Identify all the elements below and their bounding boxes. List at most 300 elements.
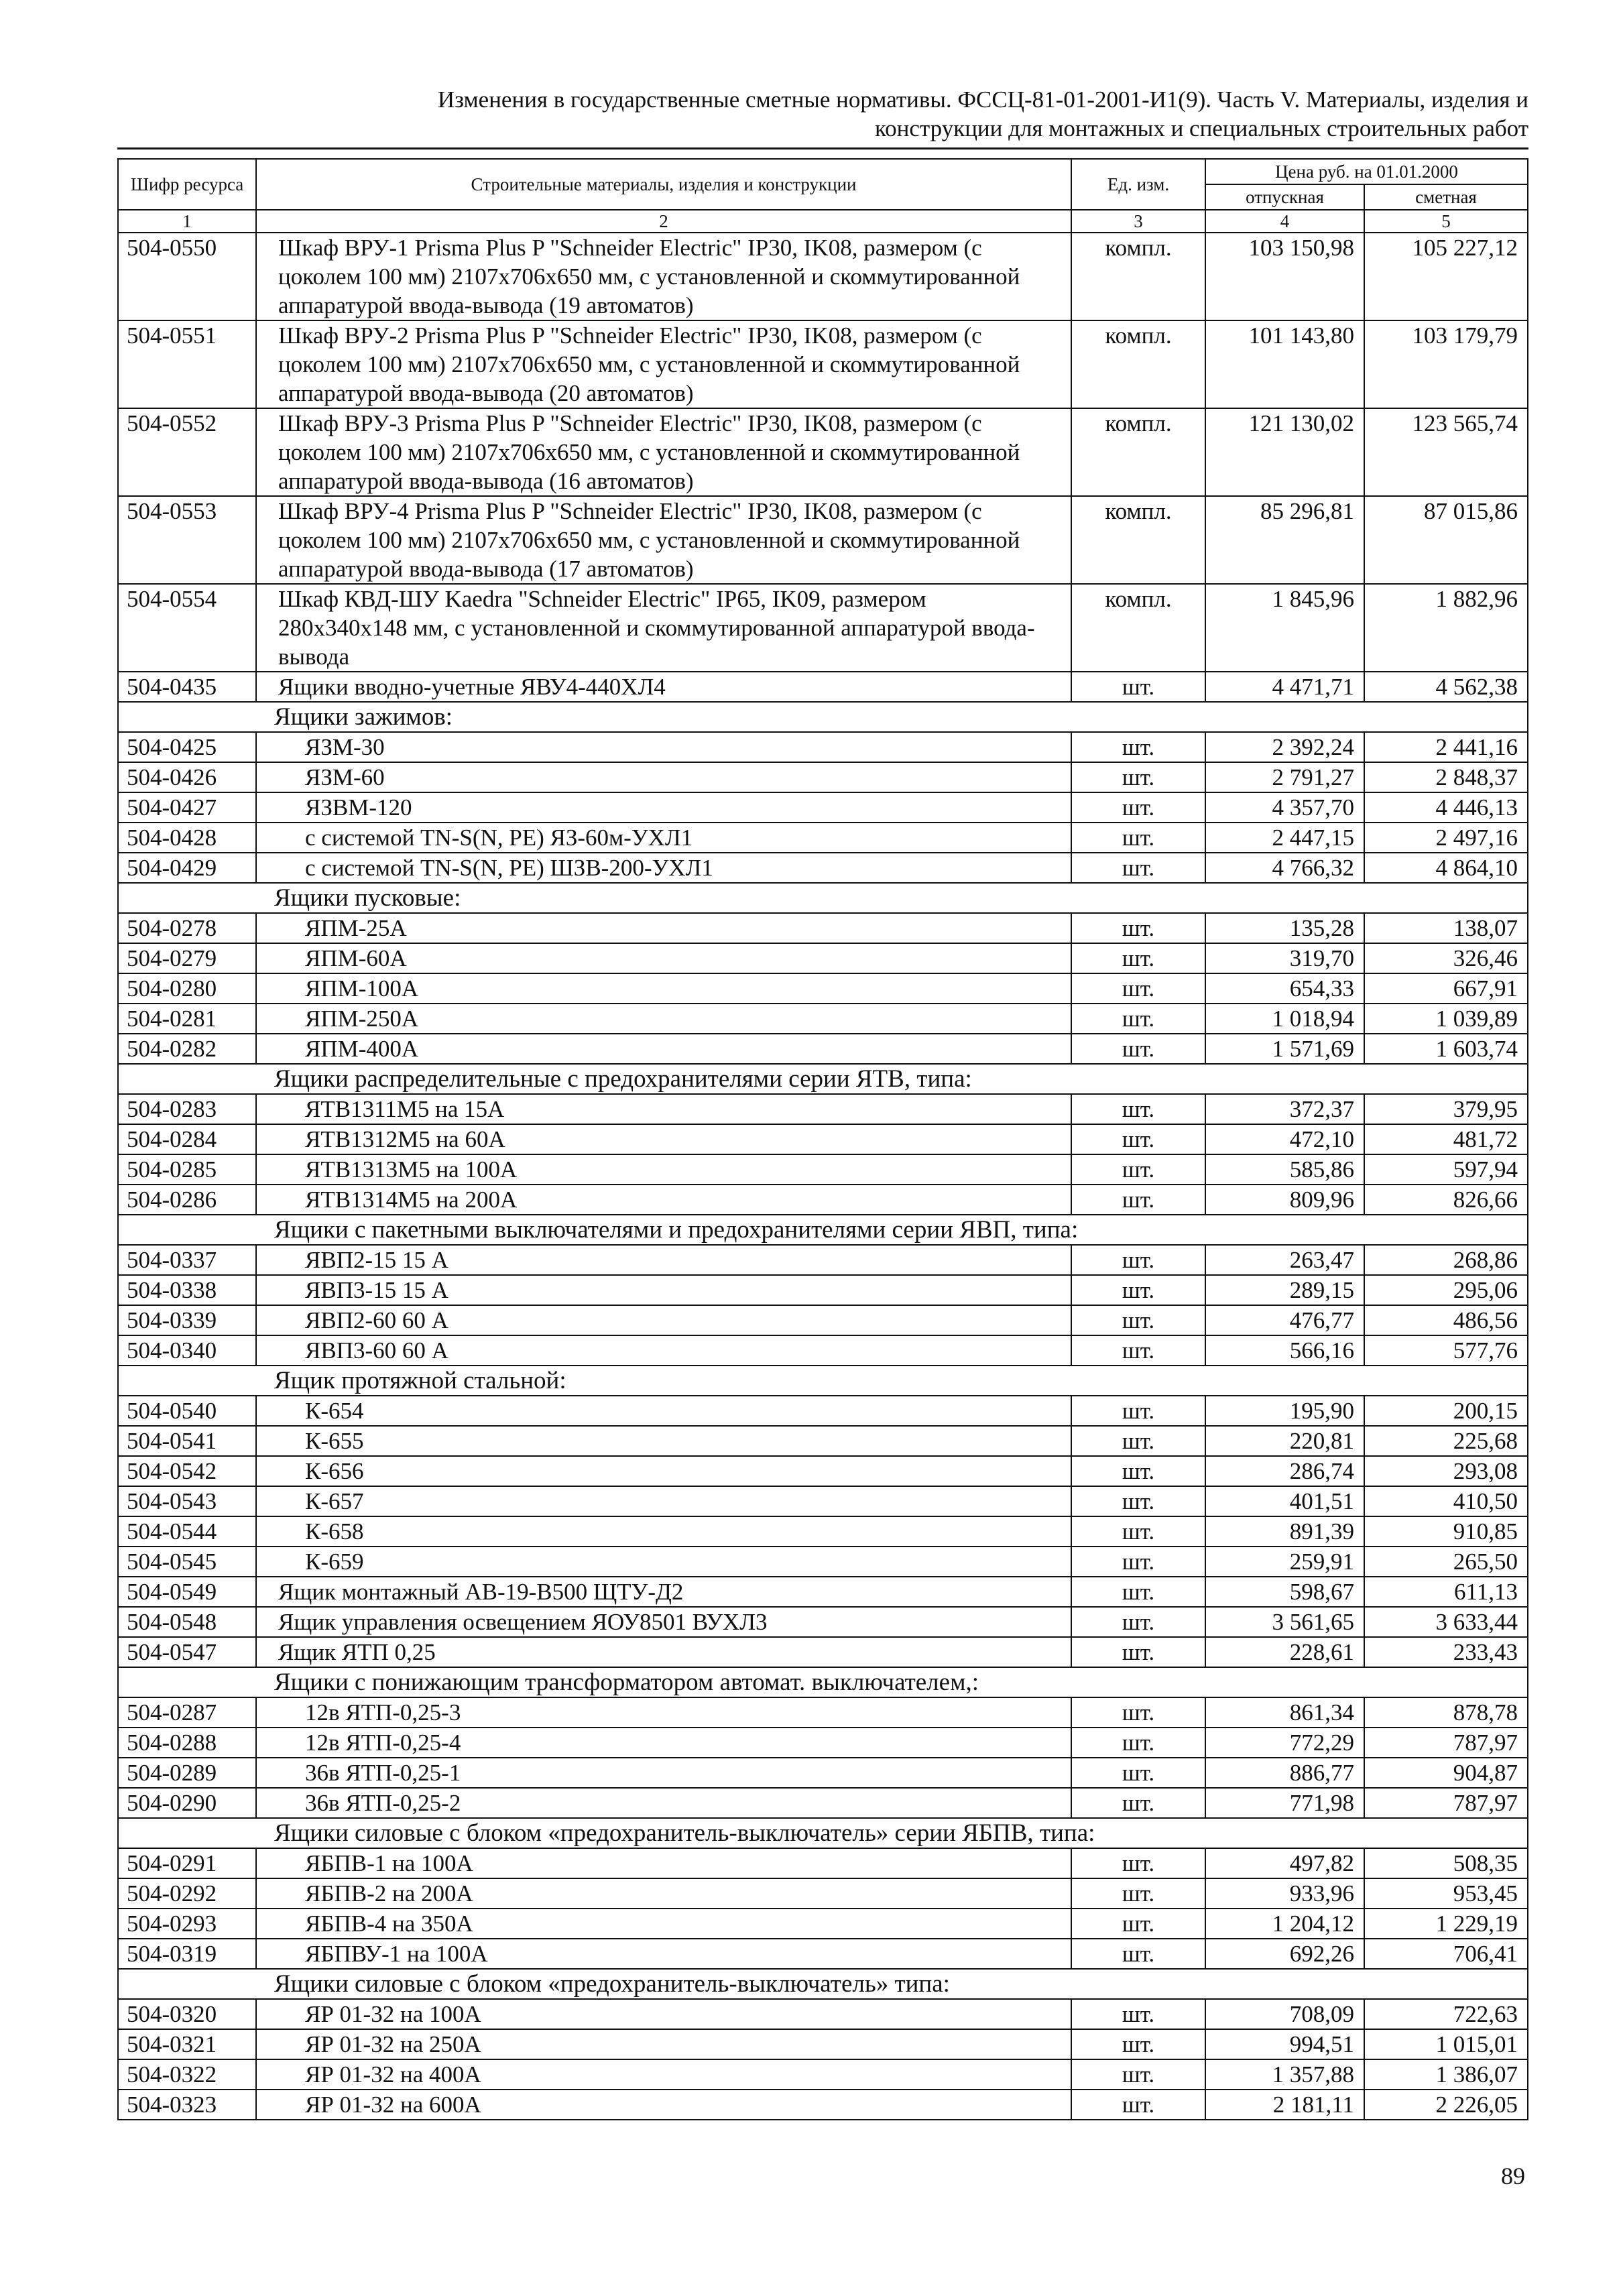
unit-cell: шт. [1071, 1335, 1205, 1366]
material-name-cell: ЯР 01-32 на 250А [256, 2029, 1071, 2059]
table-row [118, 1999, 1528, 2029]
price-release-cell: 771,98 [1205, 1788, 1364, 1818]
unit-cell: шт. [1071, 1094, 1205, 1124]
price-release-cell: 4 471,71 [1205, 672, 1364, 702]
material-name-cell: ЯВП3-15 15 А [256, 1275, 1071, 1305]
unit-cell: компл. [1071, 408, 1205, 496]
price-estimate-cell: 87 015,86 [1364, 496, 1528, 584]
col-header-price: Цена руб. на 01.01.2000 [1205, 159, 1528, 184]
unit-cell: шт. [1071, 1396, 1205, 1426]
material-name-cell: ЯПМ-100А [256, 973, 1071, 1004]
unit-cell: шт. [1071, 1275, 1205, 1305]
resource-code-cell: 504-0426 [118, 762, 256, 792]
price-estimate-cell: 597,94 [1364, 1154, 1528, 1185]
resource-code-cell: 504-0340 [118, 1335, 256, 1366]
material-name-cell: Ящики вводно-учетные ЯВУ4-440ХЛ4 [256, 672, 1071, 702]
material-name-cell: К-656 [256, 1456, 1071, 1486]
price-release-cell: 286,74 [1205, 1456, 1364, 1486]
unit-cell: шт. [1071, 1999, 1205, 2029]
material-name-cell: ЯБПВУ-1 на 100А [256, 1939, 1071, 1969]
table-row [118, 1577, 1528, 1607]
price-release-cell: 497,82 [1205, 1848, 1364, 1878]
material-name-cell: 12в ЯТП-0,25-4 [256, 1728, 1071, 1758]
unit-cell: шт. [1071, 2090, 1205, 2120]
group-row [118, 1366, 1528, 1396]
price-release-cell: 772,29 [1205, 1728, 1364, 1758]
group-heading: Ящики зажимов: [118, 702, 1528, 732]
resource-code-cell: 504-0549 [118, 1577, 256, 1607]
table-row [118, 1456, 1528, 1486]
price-estimate-cell: 268,86 [1364, 1245, 1528, 1275]
resource-code-cell: 504-0289 [118, 1758, 256, 1788]
table-row [118, 1547, 1528, 1577]
resource-code-cell: 504-0281 [118, 1004, 256, 1034]
price-release-cell: 2 181,11 [1205, 2090, 1364, 2120]
column-number: 1 [118, 210, 256, 233]
material-name-cell: Шкаф КВД-ШУ Kaedra "Schneider Electric" IP65, IK09, размером 280x340x148 мм, с установленной и скоммутированной аппаратурой ввода-вывода [256, 584, 1071, 672]
material-name-cell: К-658 [256, 1516, 1071, 1547]
price-estimate-cell: 138,07 [1364, 913, 1528, 943]
material-name-cell: ЯТВ1314М5 на 200А [256, 1185, 1071, 1215]
unit-cell: шт. [1071, 1486, 1205, 1516]
group-row [118, 702, 1528, 732]
group-row [118, 1064, 1528, 1094]
price-table [117, 158, 1528, 2120]
price-estimate-cell: 2 497,16 [1364, 823, 1528, 853]
price-release-cell: 566,16 [1205, 1335, 1364, 1366]
price-estimate-cell: 326,46 [1364, 943, 1528, 973]
table-row [118, 1788, 1528, 1818]
material-name-cell: ЯПМ-250А [256, 1004, 1071, 1034]
price-release-cell: 1 018,94 [1205, 1004, 1364, 1034]
unit-cell: шт. [1071, 1577, 1205, 1607]
table-row [118, 233, 1528, 320]
unit-cell: шт. [1071, 732, 1205, 762]
price-release-cell: 1 204,12 [1205, 1909, 1364, 1939]
unit-cell: шт. [1071, 943, 1205, 973]
price-estimate-cell: 4 562,38 [1364, 672, 1528, 702]
col-header-code: Шифр ресурса [118, 159, 256, 210]
resource-code-cell: 504-0283 [118, 1094, 256, 1124]
resource-code-cell: 504-0290 [118, 1788, 256, 1818]
resource-code-cell: 504-0545 [118, 1547, 256, 1577]
unit-cell: шт. [1071, 1547, 1205, 1577]
resource-code-cell: 504-0548 [118, 1607, 256, 1637]
price-release-cell: 1 845,96 [1205, 584, 1364, 672]
unit-cell: шт. [1071, 913, 1205, 943]
unit-cell: шт. [1071, 1697, 1205, 1728]
unit-cell: шт. [1071, 1909, 1205, 1939]
table-row [118, 408, 1528, 496]
unit-cell: компл. [1071, 320, 1205, 408]
group-heading: Ящики с пакетными выключателями и предохранителями серии ЯВП, типа: [118, 1215, 1528, 1245]
unit-cell: шт. [1071, 1607, 1205, 1637]
resource-code-cell: 504-0286 [118, 1185, 256, 1215]
table-row [118, 1637, 1528, 1667]
table-row [118, 1516, 1528, 1547]
price-estimate-cell: 4 864,10 [1364, 853, 1528, 883]
table-row [118, 973, 1528, 1004]
resource-code-cell: 504-0282 [118, 1034, 256, 1064]
material-name-cell: Шкаф ВРУ-2 Prisma Plus P "Schneider Electric" IP30, IK08, размером (с цоколем 100 мм) 2107x706x650 мм, с установленной и скоммутированной аппаратурой ввода-вывода (20 автоматов) [256, 320, 1071, 408]
price-estimate-cell: 3 633,44 [1364, 1607, 1528, 1637]
material-name-cell: ЯВП2-15 15 А [256, 1245, 1071, 1275]
table-row [118, 1486, 1528, 1516]
unit-cell: шт. [1071, 1728, 1205, 1758]
material-name-cell: ЯТВ1313М5 на 100А [256, 1154, 1071, 1185]
group-row [118, 1667, 1528, 1697]
table-row [118, 1245, 1528, 1275]
material-name-cell: ЯЗМ-30 [256, 732, 1071, 762]
material-name-cell: с системой TN-S(N, PE) ЯЗ-60м-УХЛ1 [256, 823, 1071, 853]
unit-cell: шт. [1071, 1848, 1205, 1878]
resource-code-cell: 504-0541 [118, 1426, 256, 1456]
column-number: 3 [1071, 210, 1205, 233]
material-name-cell: ЯПМ-400А [256, 1034, 1071, 1064]
price-release-cell: 994,51 [1205, 2029, 1364, 2059]
price-estimate-cell: 826,66 [1364, 1185, 1528, 1215]
table-row [118, 1004, 1528, 1034]
resource-code-cell: 504-0435 [118, 672, 256, 702]
price-estimate-cell: 1 229,19 [1364, 1909, 1528, 1939]
price-estimate-cell: 953,45 [1364, 1878, 1528, 1909]
resource-code-cell: 504-0284 [118, 1124, 256, 1154]
material-name-cell: ЯР 01-32 на 400А [256, 2059, 1071, 2090]
group-row [118, 1969, 1528, 1999]
price-estimate-cell: 706,41 [1364, 1939, 1528, 1969]
group-heading: Ящики силовые с блоком «предохранитель-выключатель» серии ЯБПВ, типа: [118, 1818, 1528, 1848]
price-release-cell: 289,15 [1205, 1275, 1364, 1305]
group-heading: Ящики распределительные с предохранителями серии ЯТВ, типа: [118, 1064, 1528, 1094]
resource-code-cell: 504-0293 [118, 1909, 256, 1939]
price-release-cell: 3 561,65 [1205, 1607, 1364, 1637]
table-row [118, 1939, 1528, 1969]
price-release-cell: 472,10 [1205, 1124, 1364, 1154]
group-heading: Ящик протяжной стальной: [118, 1366, 1528, 1396]
material-name-cell: Ящик ЯТП 0,25 [256, 1637, 1071, 1667]
col-header-price-estimate: сметная [1364, 184, 1528, 210]
resource-code-cell: 504-0543 [118, 1486, 256, 1516]
price-estimate-cell: 904,87 [1364, 1758, 1528, 1788]
table-header-row [118, 159, 1528, 184]
table-row [118, 1758, 1528, 1788]
table-row [118, 1426, 1528, 1456]
resource-code-cell: 504-0547 [118, 1637, 256, 1667]
unit-cell: шт. [1071, 1456, 1205, 1486]
resource-code-cell: 504-0319 [118, 1939, 256, 1969]
price-release-cell: 861,34 [1205, 1697, 1364, 1728]
resource-code-cell: 504-0425 [118, 732, 256, 762]
resource-code-cell: 504-0320 [118, 1999, 256, 2029]
column-number: 5 [1364, 210, 1528, 233]
resource-code-cell: 504-0323 [118, 2090, 256, 2120]
table-row [118, 732, 1528, 762]
price-release-cell: 692,26 [1205, 1939, 1364, 1969]
table-row [118, 943, 1528, 973]
group-heading: Ящики силовые с блоком «предохранитель-выключатель» типа: [118, 1969, 1528, 1999]
page-number: 89 [1501, 2163, 1525, 2189]
price-estimate-cell: 103 179,79 [1364, 320, 1528, 408]
col-header-name: Строительные материалы, изделия и конструкции [256, 159, 1071, 210]
table-row [118, 1728, 1528, 1758]
unit-cell: шт. [1071, 1305, 1205, 1335]
price-estimate-cell: 486,56 [1364, 1305, 1528, 1335]
material-name-cell: ЯБПВ-2 на 200А [256, 1878, 1071, 1909]
price-release-cell: 135,28 [1205, 913, 1364, 943]
material-name-cell: Шкаф ВРУ-3 Prisma Plus P "Schneider Electric" IP30, IK08, размером (с цоколем 100 мм) 2107x706x650 мм, с установленной и скоммутированной аппаратурой ввода-вывода (16 автоматов) [256, 408, 1071, 496]
price-release-cell: 1 357,88 [1205, 2059, 1364, 2090]
resource-code-cell: 504-0427 [118, 792, 256, 823]
table-row [118, 2029, 1528, 2059]
unit-cell: компл. [1071, 233, 1205, 320]
price-release-cell: 2 392,24 [1205, 732, 1364, 762]
resource-code-cell: 504-0280 [118, 973, 256, 1004]
material-name-cell: ЯТВ1311М5 на 15А [256, 1094, 1071, 1124]
price-release-cell: 85 296,81 [1205, 496, 1364, 584]
unit-cell: шт. [1071, 853, 1205, 883]
unit-cell: шт. [1071, 2029, 1205, 2059]
unit-cell: шт. [1071, 973, 1205, 1004]
unit-cell: шт. [1071, 1637, 1205, 1667]
group-row [118, 883, 1528, 913]
table-row [118, 1275, 1528, 1305]
material-name-cell: ЯПМ-60А [256, 943, 1071, 973]
table-row [118, 1878, 1528, 1909]
price-release-cell: 103 150,98 [1205, 233, 1364, 320]
unit-cell: шт. [1071, 2059, 1205, 2090]
resource-code-cell: 504-0554 [118, 584, 256, 672]
material-name-cell: ЯЗМ-60 [256, 762, 1071, 792]
price-estimate-cell: 611,13 [1364, 1577, 1528, 1607]
unit-cell: шт. [1071, 1878, 1205, 1909]
material-name-cell: ЯВП3-60 60 А [256, 1335, 1071, 1366]
table-row [118, 762, 1528, 792]
price-estimate-cell: 295,06 [1364, 1275, 1528, 1305]
table-row [118, 2059, 1528, 2090]
price-release-cell: 708,09 [1205, 1999, 1364, 2029]
price-release-cell: 101 143,80 [1205, 320, 1364, 408]
price-estimate-cell: 787,97 [1364, 1728, 1528, 1758]
column-number: 2 [256, 210, 1071, 233]
material-name-cell: ЯТВ1312М5 на 60А [256, 1124, 1071, 1154]
material-name-cell: К-654 [256, 1396, 1071, 1426]
price-estimate-cell: 1 015,01 [1364, 2029, 1528, 2059]
table-row [118, 1034, 1528, 1064]
unit-cell: компл. [1071, 584, 1205, 672]
price-estimate-cell: 577,76 [1364, 1335, 1528, 1366]
price-release-cell: 220,81 [1205, 1426, 1364, 1456]
table-row [118, 2090, 1528, 2120]
material-name-cell: К-659 [256, 1547, 1071, 1577]
price-estimate-cell: 508,35 [1364, 1848, 1528, 1878]
material-name-cell: ЯБПВ-4 на 350А [256, 1909, 1071, 1939]
price-release-cell: 259,91 [1205, 1547, 1364, 1577]
price-release-cell: 228,61 [1205, 1637, 1364, 1667]
price-estimate-cell: 265,50 [1364, 1547, 1528, 1577]
unit-cell: шт. [1071, 1034, 1205, 1064]
price-estimate-cell: 2 441,16 [1364, 732, 1528, 762]
running-header-line2: конструкции для монтажных и специальных строительных работ [874, 115, 1528, 141]
unit-cell: шт. [1071, 672, 1205, 702]
unit-cell: шт. [1071, 1154, 1205, 1185]
resource-code-cell: 504-0553 [118, 496, 256, 584]
table-row [118, 320, 1528, 408]
price-release-cell: 372,37 [1205, 1094, 1364, 1124]
table-row [118, 913, 1528, 943]
resource-code-cell: 504-0338 [118, 1275, 256, 1305]
resource-code-cell: 504-0428 [118, 823, 256, 853]
resource-code-cell: 504-0278 [118, 913, 256, 943]
material-name-cell: ЯР 01-32 на 100А [256, 1999, 1071, 2029]
resource-code-cell: 504-0552 [118, 408, 256, 496]
unit-cell: шт. [1071, 1124, 1205, 1154]
price-release-cell: 121 130,02 [1205, 408, 1364, 496]
material-name-cell: Ящик управления освещением ЯОУ8501 ВУХЛ3 [256, 1607, 1071, 1637]
material-name-cell: ЯВП2-60 60 А [256, 1305, 1071, 1335]
material-name-cell: 36в ЯТП-0,25-1 [256, 1758, 1071, 1788]
unit-cell: шт. [1071, 1758, 1205, 1788]
resource-code-cell: 504-0337 [118, 1245, 256, 1275]
resource-code-cell: 504-0279 [118, 943, 256, 973]
running-header-line1: Изменения в государственные сметные нормативы. ФССЦ-81-01-2001-И1(9). Часть V. Материалы, изделия и [437, 86, 1528, 113]
unit-cell: шт. [1071, 1245, 1205, 1275]
price-release-cell: 654,33 [1205, 973, 1364, 1004]
price-estimate-cell: 1 882,96 [1364, 584, 1528, 672]
resource-code-cell: 504-0287 [118, 1697, 256, 1728]
resource-code-cell: 504-0288 [118, 1728, 256, 1758]
price-estimate-cell: 410,50 [1364, 1486, 1528, 1516]
resource-code-cell: 504-0339 [118, 1305, 256, 1335]
material-name-cell: ЯЗВМ-120 [256, 792, 1071, 823]
material-name-cell: с системой TN-S(N, PE) ШЗВ-200-УХЛ1 [256, 853, 1071, 883]
price-estimate-cell: 2 226,05 [1364, 2090, 1528, 2120]
material-name-cell: ЯР 01-32 на 600А [256, 2090, 1071, 2120]
material-name-cell: Ящик монтажный АВ-19-В500 ЩТУ-Д2 [256, 1577, 1071, 1607]
price-release-cell: 2 791,27 [1205, 762, 1364, 792]
table-row [118, 1909, 1528, 1939]
resource-code-cell: 504-0544 [118, 1516, 256, 1547]
unit-cell: компл. [1071, 496, 1205, 584]
resource-code-cell: 504-0291 [118, 1848, 256, 1878]
price-release-cell: 401,51 [1205, 1486, 1364, 1516]
group-heading: Ящики с понижающим трансформатором автомат. выключателем,: [118, 1667, 1528, 1697]
price-release-cell: 933,96 [1205, 1878, 1364, 1909]
price-estimate-cell: 787,97 [1364, 1788, 1528, 1818]
price-estimate-cell: 233,43 [1364, 1637, 1528, 1667]
table-row [118, 853, 1528, 883]
resource-code-cell: 504-0285 [118, 1154, 256, 1185]
table-row [118, 1305, 1528, 1335]
price-estimate-cell: 667,91 [1364, 973, 1528, 1004]
price-estimate-cell: 1 603,74 [1364, 1034, 1528, 1064]
table-row [118, 1607, 1528, 1637]
price-release-cell: 2 447,15 [1205, 823, 1364, 853]
material-name-cell: ЯПМ-25А [256, 913, 1071, 943]
unit-cell: шт. [1071, 1939, 1205, 1969]
resource-code-cell: 504-0542 [118, 1456, 256, 1486]
material-name-cell: К-655 [256, 1426, 1071, 1456]
table-body [118, 233, 1528, 2120]
material-name-cell: К-657 [256, 1486, 1071, 1516]
price-release-cell: 598,67 [1205, 1577, 1364, 1607]
resource-code-cell: 504-0292 [118, 1878, 256, 1909]
resource-code-cell: 504-0321 [118, 2029, 256, 2059]
header-rule [117, 147, 1528, 149]
price-estimate-cell: 2 848,37 [1364, 762, 1528, 792]
price-release-cell: 4 357,70 [1205, 792, 1364, 823]
resource-code-cell: 504-0550 [118, 233, 256, 320]
material-name-cell: Шкаф ВРУ-1 Prisma Plus P "Schneider Electric" IP30, IK08, размером (с цоколем 100 мм) 2107x706x650 мм, с установленной и скоммутированной аппаратурой ввода-вывода (19 автоматов) [256, 233, 1071, 320]
unit-cell: шт. [1071, 762, 1205, 792]
price-estimate-cell: 878,78 [1364, 1697, 1528, 1728]
group-heading: Ящики пусковые: [118, 883, 1528, 913]
unit-cell: шт. [1071, 1788, 1205, 1818]
price-estimate-cell: 200,15 [1364, 1396, 1528, 1426]
price-estimate-cell: 1 386,07 [1364, 2059, 1528, 2090]
group-row [118, 1818, 1528, 1848]
material-name-cell: Шкаф ВРУ-4 Prisma Plus P "Schneider Electric" IP30, IK08, размером (с цоколем 100 мм) 2107x706x650 мм, с установленной и скоммутированной аппаратурой ввода-вывода (17 автоматов) [256, 496, 1071, 584]
price-release-cell: 1 571,69 [1205, 1034, 1364, 1064]
price-release-cell: 476,77 [1205, 1305, 1364, 1335]
table-row [118, 1185, 1528, 1215]
table-row [118, 1697, 1528, 1728]
price-release-cell: 195,90 [1205, 1396, 1364, 1426]
column-number-row [118, 210, 1528, 233]
table-row [118, 496, 1528, 584]
price-estimate-cell: 123 565,74 [1364, 408, 1528, 496]
table-row [118, 1124, 1528, 1154]
material-name-cell: 12в ЯТП-0,25-3 [256, 1697, 1071, 1728]
price-release-cell: 891,39 [1205, 1516, 1364, 1547]
group-row [118, 1215, 1528, 1245]
price-estimate-cell: 379,95 [1364, 1094, 1528, 1124]
table-row [118, 1154, 1528, 1185]
table-row [118, 1848, 1528, 1878]
price-estimate-cell: 910,85 [1364, 1516, 1528, 1547]
table-row [118, 823, 1528, 853]
price-estimate-cell: 105 227,12 [1364, 233, 1528, 320]
resource-code-cell: 504-0540 [118, 1396, 256, 1426]
price-estimate-cell: 481,72 [1364, 1124, 1528, 1154]
column-number: 4 [1205, 210, 1364, 233]
table-row [118, 584, 1528, 672]
price-release-cell: 886,77 [1205, 1758, 1364, 1788]
price-release-cell: 809,96 [1205, 1185, 1364, 1215]
price-release-cell: 4 766,32 [1205, 853, 1364, 883]
unit-cell: шт. [1071, 1004, 1205, 1034]
col-header-unit: Ед. изм. [1071, 159, 1205, 210]
price-estimate-cell: 722,63 [1364, 1999, 1528, 2029]
table-row [118, 672, 1528, 702]
price-estimate-cell: 1 039,89 [1364, 1004, 1528, 1034]
table-row [118, 1396, 1528, 1426]
price-release-cell: 263,47 [1205, 1245, 1364, 1275]
table-row [118, 1335, 1528, 1366]
unit-cell: шт. [1071, 823, 1205, 853]
unit-cell: шт. [1071, 792, 1205, 823]
table-row [118, 792, 1528, 823]
resource-code-cell: 504-0551 [118, 320, 256, 408]
resource-code-cell: 504-0429 [118, 853, 256, 883]
unit-cell: шт. [1071, 1185, 1205, 1215]
price-release-cell: 319,70 [1205, 943, 1364, 973]
unit-cell: шт. [1071, 1426, 1205, 1456]
price-estimate-cell: 4 446,13 [1364, 792, 1528, 823]
table-row [118, 1094, 1528, 1124]
material-name-cell: 36в ЯТП-0,25-2 [256, 1788, 1071, 1818]
resource-code-cell: 504-0322 [118, 2059, 256, 2090]
price-estimate-cell: 293,08 [1364, 1456, 1528, 1486]
